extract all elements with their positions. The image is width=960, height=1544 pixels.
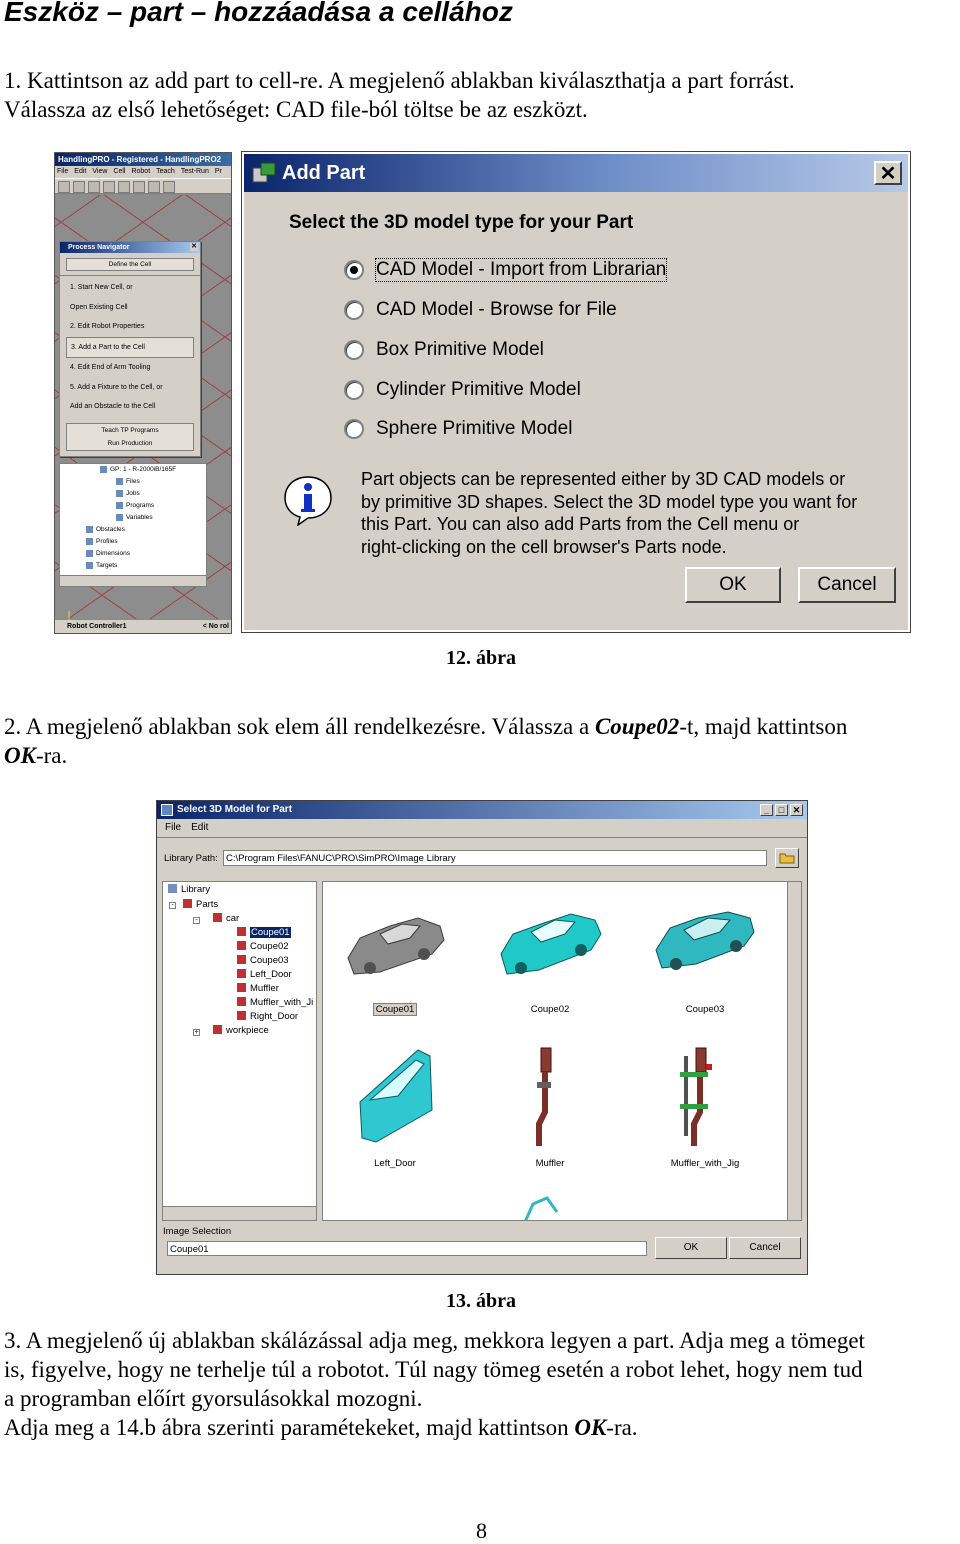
option-label: Cylinder Primitive Model	[376, 379, 581, 400]
process-navigator	[59, 241, 201, 457]
step1-paragraph	[4, 66, 960, 124]
thumbnail-label: Muffler_with_Jig	[670, 1158, 740, 1169]
new-icon[interactable]	[58, 181, 70, 193]
tree-node-label: Dimensions	[96, 550, 130, 558]
tree-node-label: Library	[181, 884, 211, 895]
folder-icon	[116, 478, 123, 485]
add-part-dialog	[242, 152, 910, 632]
navigator-step-2[interactable]: 2. Edit Robot Properties	[70, 323, 145, 330]
close-icon[interactable]: ✕	[790, 804, 803, 816]
thumbnail-label: Muffler	[535, 1158, 565, 1169]
image-selection-field[interactable]: Coupe01	[167, 1241, 647, 1256]
tree-node-label: Files	[126, 478, 140, 486]
tree-node-label: Right_Door	[250, 1011, 299, 1022]
tree-node-label: Jobs	[126, 490, 140, 498]
figure13-caption: 13. ábra	[446, 1290, 516, 1312]
option-cad-librarian[interactable]	[344, 257, 666, 283]
option-box-primitive[interactable]	[344, 337, 544, 363]
teach-tp-programs-button[interactable]: Teach TP Programs	[101, 426, 159, 434]
step2-post: -ra.	[35, 743, 68, 768]
folder-icon	[116, 490, 123, 497]
tree-node-muffler-with-jig[interactable]	[237, 997, 313, 1008]
tree-node-car[interactable]	[213, 913, 239, 924]
tree-node-right-door[interactable]	[237, 1011, 298, 1022]
door-model-icon	[340, 1042, 450, 1154]
tree-node-muffler[interactable]	[237, 983, 279, 994]
process-navigator-title	[60, 242, 200, 253]
step2-ok: OK	[4, 743, 36, 768]
part-cube-icon	[213, 913, 222, 922]
run-production-button[interactable]: Run Production	[107, 439, 153, 447]
part-cube-icon	[237, 1011, 246, 1020]
cell-browser-tree	[59, 463, 207, 587]
info-line-2: by primitive 3D shapes. Select the 3D model type you want for	[361, 491, 858, 512]
info-line-1: Part objects can be represented either by 3D CAD models or	[361, 469, 846, 489]
menu-edit[interactable]: Edit	[191, 822, 209, 833]
maximize-icon[interactable]: □	[775, 804, 788, 816]
select-model-menu-bar	[157, 819, 807, 838]
info-text	[361, 468, 891, 558]
thumbnail-muffler-with-jig[interactable]	[645, 1042, 765, 1170]
tree-node-dimensions[interactable]	[86, 550, 130, 557]
folder-icon	[116, 514, 123, 521]
handlingpro-window	[54, 152, 232, 634]
tree-node-label: car	[226, 913, 240, 924]
app-menu-bar	[55, 166, 231, 178]
tree-node-label: Variables	[126, 514, 153, 522]
obstacle-icon	[86, 526, 93, 533]
option-cad-browse[interactable]	[344, 297, 617, 323]
partial-thumbnail-icon	[523, 1194, 583, 1221]
tree-node-label: workpiece	[226, 1025, 269, 1036]
menu-file[interactable]: File	[57, 168, 69, 175]
tree-node-label: Parts	[196, 899, 219, 910]
tree-node-label: Coupe03	[250, 955, 289, 966]
save-icon[interactable]	[88, 181, 100, 193]
cancel-button[interactable]: Cancel	[729, 1237, 801, 1259]
option-label: Sphere Primitive Model	[376, 418, 573, 439]
tree-node-label: Profiles	[96, 538, 118, 546]
tree-node-parts[interactable]	[183, 899, 218, 910]
part-cube-icon	[237, 941, 246, 950]
step1-line2: Válassza az első lehetőséget: CAD file-ból töltse be az eszközt.	[4, 97, 588, 122]
profile-icon	[86, 538, 93, 545]
tool-icon[interactable]	[163, 181, 175, 193]
process-navigator-title-text: Process Navigator	[68, 244, 130, 251]
ok-button[interactable]: OK	[685, 567, 781, 603]
part-cube-icon	[237, 927, 246, 936]
step3-line4-pre: Adja meg a 14.b ábra szerinti paramétekeket, majd kattintson	[4, 1415, 575, 1440]
folder-open-icon	[776, 849, 798, 867]
car-model-icon	[340, 888, 450, 988]
window-icon	[161, 804, 173, 816]
menu-cell[interactable]: Cell	[113, 168, 126, 175]
pointer-icon[interactable]	[148, 181, 160, 193]
tree-node-targets[interactable]	[86, 562, 117, 569]
menu-test-run[interactable]: Test-Run	[180, 168, 209, 175]
app-title-bar: HandlingPRO - Registered - HandlingPRO2	[55, 153, 231, 166]
tree-node-label: Coupe01	[251, 927, 290, 938]
library-tree	[162, 881, 317, 1221]
part-cube-icon	[237, 955, 246, 964]
navigator-step-1b[interactable]: Open Existing Cell	[70, 303, 128, 311]
part-cube-icon	[213, 1025, 222, 1034]
step3-line4-post: -ra.	[606, 1415, 638, 1440]
open-icon[interactable]	[73, 181, 85, 193]
image-selection-label: Image Selection	[163, 1226, 232, 1237]
option-cylinder-primitive[interactable]	[344, 377, 581, 403]
navigator-step-1[interactable]: 1. Start New Cell, or	[70, 284, 133, 291]
page-number: 8	[476, 1518, 487, 1543]
menu-edit[interactable]: Edit	[74, 168, 87, 175]
thumbnail-label: Coupe03	[685, 1004, 725, 1015]
tree-node-programs[interactable]	[116, 502, 154, 509]
robot-icon	[100, 466, 107, 473]
redo-icon[interactable]	[118, 181, 130, 193]
step2-line2	[4, 741, 960, 770]
menu-file[interactable]: File	[165, 822, 182, 833]
status-controller: Robot Controller1	[67, 623, 127, 630]
option-label: CAD Model - Browse for File	[376, 299, 617, 320]
tree-node-files[interactable]	[116, 478, 140, 485]
collapse-icon[interactable]: -	[169, 902, 176, 909]
thumbnail-caption	[335, 1158, 455, 1169]
thumbnail-caption	[645, 1158, 765, 1169]
add-part-title-bar	[244, 154, 908, 192]
ok-button[interactable]: OK	[655, 1237, 727, 1259]
thumbnail-coupe01[interactable]	[335, 888, 455, 1016]
thumbnail-caption	[490, 1004, 610, 1015]
tree-node-coupe02[interactable]	[237, 941, 289, 952]
navigator-step-4[interactable]: 4. Edit End of Arm Tooling	[70, 364, 151, 371]
library-icon	[168, 884, 177, 893]
status-right: < No rol	[202, 623, 229, 630]
option-sphere-primitive[interactable]	[344, 416, 572, 442]
library-path-field[interactable]: C:\Program Files\FANUC\PRO\SimPRO\Image Library	[223, 850, 767, 866]
help-icon[interactable]	[133, 181, 145, 193]
step2-text-a	[4, 712, 847, 741]
target-icon	[86, 562, 93, 569]
thumbnail-caption	[645, 1004, 765, 1015]
horizontal-scrollbar[interactable]	[60, 575, 206, 586]
model-type-heading: Select the 3D model type for your Part	[289, 212, 634, 233]
tree-node-profiles[interactable]	[86, 538, 118, 545]
library-path-label: Library Path:	[164, 853, 218, 864]
select-3d-model-dialog	[156, 800, 808, 1275]
option-label: Box Primitive Model	[376, 339, 544, 360]
cancel-button[interactable]: Cancel	[798, 567, 896, 603]
tree-node-coupe01[interactable]	[237, 927, 291, 938]
navigator-step-5[interactable]: 5. Add a Fixture to the Cell, or	[70, 383, 163, 391]
3d-viewport[interactable]	[55, 195, 231, 619]
thumbnail-coupe02[interactable]	[490, 888, 610, 1016]
part-cube-icon	[237, 969, 246, 978]
menu-pr[interactable]: Pr	[214, 168, 222, 175]
car-model-icon	[650, 888, 760, 988]
navigator-step-3[interactable]: 3. Add a Part to the Cell	[66, 337, 194, 359]
tree-node-label: Coupe02	[250, 941, 289, 952]
thumbnail-label: Left_Door	[374, 1158, 416, 1169]
step2-coupe02: Coupe02	[594, 714, 680, 739]
info-line-4: right-clicking on the cell browser's Parts node.	[361, 536, 727, 557]
tree-node-left-door[interactable]	[237, 969, 292, 980]
tree-node-workpiece[interactable]	[213, 1025, 269, 1036]
option-label: CAD Model - Import from Librarian	[376, 259, 667, 280]
radio-checked-icon[interactable]	[344, 260, 364, 280]
tree-node-jobs[interactable]	[116, 490, 140, 497]
navigator-bottom	[66, 423, 194, 451]
app-toolbar	[55, 178, 231, 194]
radio-unchecked-icon[interactable]	[344, 300, 364, 320]
menu-view[interactable]: View	[92, 168, 108, 175]
step2-pre: 2. A megjelenő ablakban sok elem áll rendelkezésre. Válassza a	[4, 714, 595, 739]
model-thumbnail-gallery	[322, 881, 802, 1221]
step3-line2: is, figyelve, hogy ne terhelje túl a robotot. Túl nagy tömeg esetén a robot lehet, hogy nem tud	[4, 1357, 863, 1382]
thumbnail-caption	[335, 1004, 455, 1015]
tree-node-label: Muffler	[250, 983, 279, 994]
add-part-icon	[252, 162, 276, 184]
part-cube-icon	[237, 997, 246, 1006]
menu-robot[interactable]: Robot	[131, 168, 151, 175]
tree-node-gp[interactable]	[100, 466, 176, 473]
step3-ok: OK	[574, 1415, 607, 1440]
browse-folder-button[interactable]	[775, 848, 799, 868]
tree-node-label: Muffler_with_Ji	[250, 997, 314, 1008]
muffler-model-icon	[495, 1042, 605, 1154]
expand-icon[interactable]: +	[194, 1029, 199, 1036]
step2-mid: -t, majd kattintson	[679, 714, 848, 739]
close-icon[interactable]: ✕	[874, 161, 902, 185]
muffler-jig-model-icon	[650, 1042, 760, 1154]
app-status-bar	[55, 620, 231, 633]
tree-node-label: Obstacles	[96, 526, 125, 534]
folder-icon	[116, 502, 123, 509]
step3-line4	[4, 1413, 960, 1442]
radio-unchecked-icon[interactable]	[344, 340, 364, 360]
info-icon	[282, 474, 334, 526]
radio-unchecked-icon[interactable]	[344, 380, 364, 400]
step1-line1: 1. Kattintson az add part to cell-re. A megjelenő ablakban kiválaszthatja a part forrást.	[4, 68, 795, 93]
thumbnail-caption	[490, 1158, 610, 1169]
vertical-scrollbar[interactable]	[787, 882, 801, 1220]
step3-paragraph	[4, 1326, 960, 1442]
horizontal-scrollbar[interactable]	[163, 1206, 316, 1220]
minimize-icon[interactable]: _	[760, 804, 773, 816]
step3-line3: a programban előírt gyorsulásokkal mozogni.	[4, 1386, 423, 1411]
tree-node-label: GP: 1 - R-2000iB/165F	[110, 466, 177, 474]
navigator-step-list	[60, 275, 200, 417]
thumbnail-left-door[interactable]	[335, 1042, 455, 1170]
select-model-title-bar	[157, 801, 807, 819]
navigator-step-5b[interactable]: Add an Obstacle to the Cell	[70, 403, 156, 410]
define-cell-button[interactable]: Define the Cell	[66, 258, 194, 271]
step3-line1: 3. A megjelenő új ablakban skálázással adja meg, mekkora legyen a part. Adja meg a tömeget	[4, 1328, 865, 1353]
tree-node-label: Targets	[96, 562, 118, 570]
step2-paragraph	[4, 712, 960, 770]
page-heading: Eszköz – part – hozzáadása a cellához	[4, 0, 513, 27]
tree-node-label: Programs	[126, 502, 155, 510]
step2-line1	[4, 712, 960, 741]
close-icon[interactable]: ✕	[191, 243, 197, 250]
add-part-title: Add Part	[282, 162, 366, 184]
car-model-icon	[495, 888, 605, 988]
undo-icon[interactable]	[103, 181, 115, 193]
part-cube-icon	[183, 899, 192, 908]
tree-node-obstacles[interactable]	[86, 526, 125, 533]
thumbnail-label: Coupe01	[373, 1003, 418, 1016]
part-cube-icon	[237, 983, 246, 992]
tree-node-library[interactable]	[168, 884, 210, 895]
radio-unchecked-icon[interactable]	[344, 419, 364, 439]
dimension-icon	[86, 550, 93, 557]
thumbnail-coupe03[interactable]	[645, 888, 765, 1016]
select-model-title: Select 3D Model for Part	[177, 804, 293, 815]
tree-node-variables[interactable]	[116, 514, 153, 521]
figure12-caption: 12. ábra	[446, 647, 516, 669]
tree-node-coupe03[interactable]	[237, 955, 289, 966]
tree-node-label: Left_Door	[250, 969, 292, 980]
thumbnail-muffler[interactable]	[490, 1042, 610, 1170]
thumbnail-label: Coupe02	[530, 1004, 570, 1015]
collapse-icon[interactable]: -	[193, 917, 200, 924]
menu-teach[interactable]: Teach	[156, 168, 175, 175]
info-line-3: this Part. You can also add Parts from the Cell menu or	[361, 514, 800, 534]
